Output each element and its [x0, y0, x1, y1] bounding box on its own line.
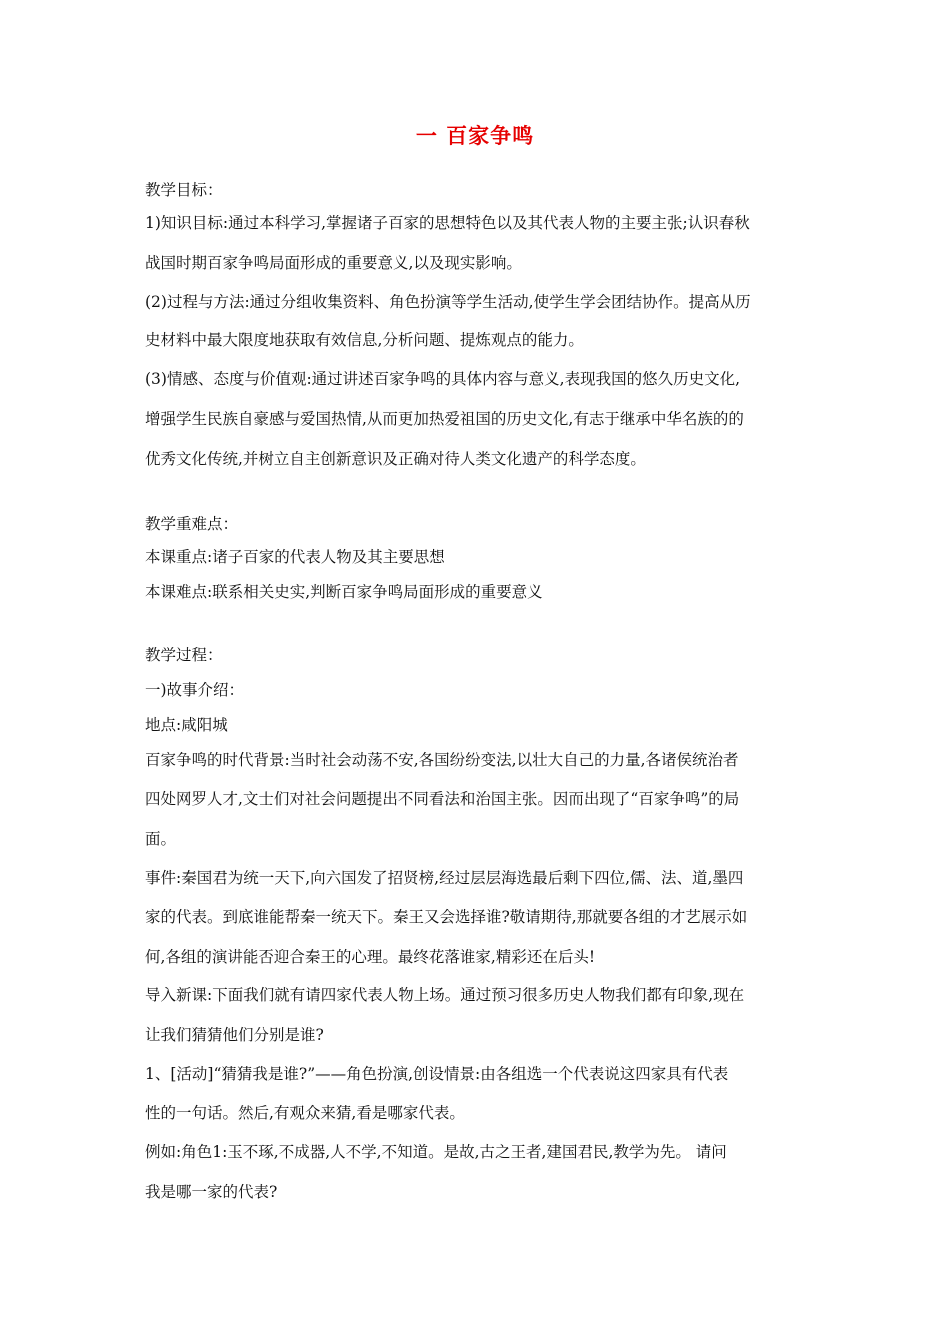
paragraph-line: 家的代表。到底谁能帮秦一统天下。秦王又会选择谁?敬请期待,那就要各组的才艺展示如	[145, 908, 748, 926]
paragraph-line: (2)过程与方法:通过分组收集资料、角色扮演等学生活动,使学生学会团结协作。提高从历	[145, 293, 751, 311]
paragraph-line: 一)故事介绍：	[145, 681, 245, 699]
paragraph-line: 战国时期百家争鸣局面形成的重要意义,以及现实影响。	[145, 254, 522, 272]
paragraph-line: 四处网罗人才,文士们对社会问题提出不同看法和治国主张。因而出现了“百家争鸣”的局	[145, 790, 740, 808]
paragraph-line: 让我们猜猜他们分别是谁?	[145, 1026, 324, 1044]
paragraph-line: 地点:咸阳城	[145, 716, 228, 734]
section-heading-objectives: 教学目标：	[145, 181, 223, 199]
paragraph-line: 优秀文化传统,并树立自主创新意识及正确对待人类文化遗产的科学态度。	[145, 450, 646, 468]
paragraph-line: 1)知识目标:通过本科学习,掌握诸子百家的思想特色以及其代表人物的主要主张;认识春秋	[145, 214, 750, 232]
section-heading-process: 教学过程：	[145, 646, 223, 664]
paragraph-line: 性的一句话。然后,有观众来猜,看是哪家代表。	[145, 1104, 465, 1122]
paragraph-line: 何,各组的演讲能否迎合秦王的心理。最终花落谁家,精彩还在后头!	[145, 948, 596, 966]
paragraph-line: 本课重点:诸子百家的代表人物及其主要思想	[145, 548, 445, 566]
paragraph-line: 增强学生民族自豪感与爱国热情,从而更加热爱祖国的历史文化,有志于继承中华名族的的	[145, 410, 744, 428]
paragraph-line: 我是哪一家的代表?	[145, 1183, 278, 1201]
paragraph-line: 1、[活动]“猜猜我是谁?”——角色扮演,创设情景:由各组选一个代表说这四家具有代表	[145, 1065, 729, 1083]
paragraph-line: 事件:秦国君为统一天下,向六国发了招贤榜,经过层层海选最后剩下四位,儒、法、道,墨四	[145, 869, 744, 887]
paragraph-line: 本课难点:联系相关史实,判断百家争鸣局面形成的重要意义	[145, 583, 543, 601]
paragraph-line: 导入新课:下面我们就有请四家代表人物上场。通过预习很多历史人物我们都有印象,现在	[145, 986, 745, 1004]
section-heading-key-points: 教学重难点：	[145, 515, 239, 533]
paragraph-line: (3)情感、态度与价值观:通过讲述百家争鸣的具体内容与意义,表现我国的悠久历史文化,	[145, 370, 741, 388]
paragraph-line: 百家争鸣的时代背景:当时社会动荡不安,各国纷纷变法,以壮大自己的力量,各诸侯统治者	[145, 751, 739, 769]
lesson-title: 一 百家争鸣	[415, 124, 535, 148]
paragraph-line: 史材料中最大限度地获取有效信息,分析问题、提炼观点的能力。	[145, 331, 584, 349]
paragraph-line: 面。	[145, 830, 177, 848]
paragraph-line: 例如:角色1:玉不琢,不成器,人不学,不知道。是故,古之王者,建国君民,教学为先。 请问	[145, 1143, 727, 1161]
